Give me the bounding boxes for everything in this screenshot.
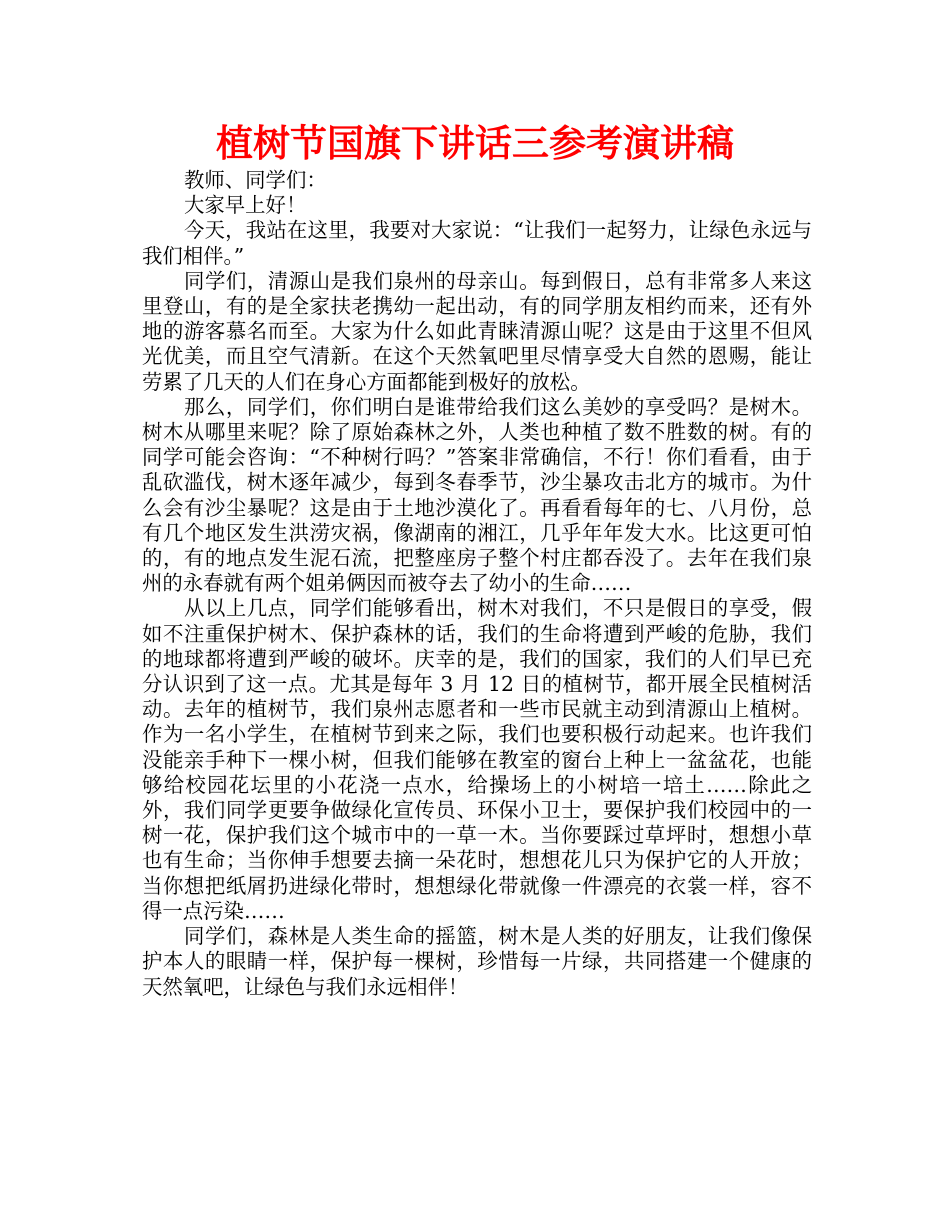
paragraph-morning: 大家早上好！ bbox=[184, 193, 307, 218]
paragraph-greeting: 教师、同学们： bbox=[184, 168, 327, 192]
paragraph-conclusion: 同学们，森林是人类生命的摇篮，树木是人类的好朋友，让我们像保护本人的眼睛一样，保护每一棵树，珍惜每一片绿，共同搭建一个健康的天然氧吧，让绿色与我们永远相伴！ bbox=[142, 924, 812, 999]
document-body bbox=[142, 168, 812, 1000]
paragraph-qingyuan-mountain: 同学们，清源山是我们泉州的母亲山。每到假日，总有非常多人来这里登山，有的是全家扶老携幼一起出动，有的同学朋友相约而来，还有外地的游客慕名而至。大家为什么如此青睐清源山呢？这是由于这里不但风光优美，而且空气清新。在这个天然氧吧里尽情享受大自然的恩赐，能让劳累了几天的人们在身心方面都能到极好的放松。 bbox=[142, 268, 812, 394]
document-title: 植树节国旗下讲话三参考演讲稿 bbox=[216, 122, 734, 165]
paragraph-trees-importance: 那么，同学们，你们明白是谁带给我们这么美妙的享受吗？是树木。树木从哪里来呢？除了原始森林之外，人类也种植了数不胜数的树。有的同学可能会咨询：“不种树行吗？”答案非常确信，不行！你们看看，由于乱砍滥伐，树木逐年减少，每到冬春季节，沙尘暴攻击北方的城市。为什么会有沙尘暴呢？这是由于土地沙漠化了。再看看每年的七、八月份，总有几个地区发生洪涝灾祸，像湖南的湘江，几乎年年发大水。比这更可怕的，有的地点发生泥石流，把整座房子整个村庄都吞没了。去年在我们泉州的永春就有两个姐弟俩因而被夺去了幼小的生命…… bbox=[142, 394, 812, 596]
paragraph-intro: 今天，我站在这里，我要对大家说：“让我们一起努力，让绿色永远与我们相伴。” bbox=[142, 218, 812, 268]
paragraph-protect-trees: 从以上几点，同学们能够看出，树木对我们，不只是假日的享受，假如不注重保护树木、保护森林的话，我们的生命将遭到严峻的危胁，我们的地球都将遭到严峻的破坏。庆幸的是，我们的国家，我们的人们早已充分认识到了这一点。尤其是每年 3 月 12 日的植树节，都开展全民植树活动。去年的植树节，我们泉州志愿者和一些市民就主动到清源山上植树。作为一名小学生，在植树节到来之际，我们也要积极行动起来。也许我们没能亲手种下一棵小树，但我们能够在教室的窗台上种上一盆盆花，也能够给校园花坛里的小花浇一点水，给操场上的小树培一培土……除此之外，我们同学更要争做绿化宣传员、环保小卫士，要保护我们校园中的一树一花，保护我们这个城市中的一草一木。当你要踩过草坪时，想想小草也有生命；当你伸手想要去摘一朵花时，想想花儿只为保护它的人开放；当你想把纸屑扔进绿化带时，想想绿化带就像一件漂亮的衣裳一样，容不得一点污染…… bbox=[142, 596, 812, 923]
